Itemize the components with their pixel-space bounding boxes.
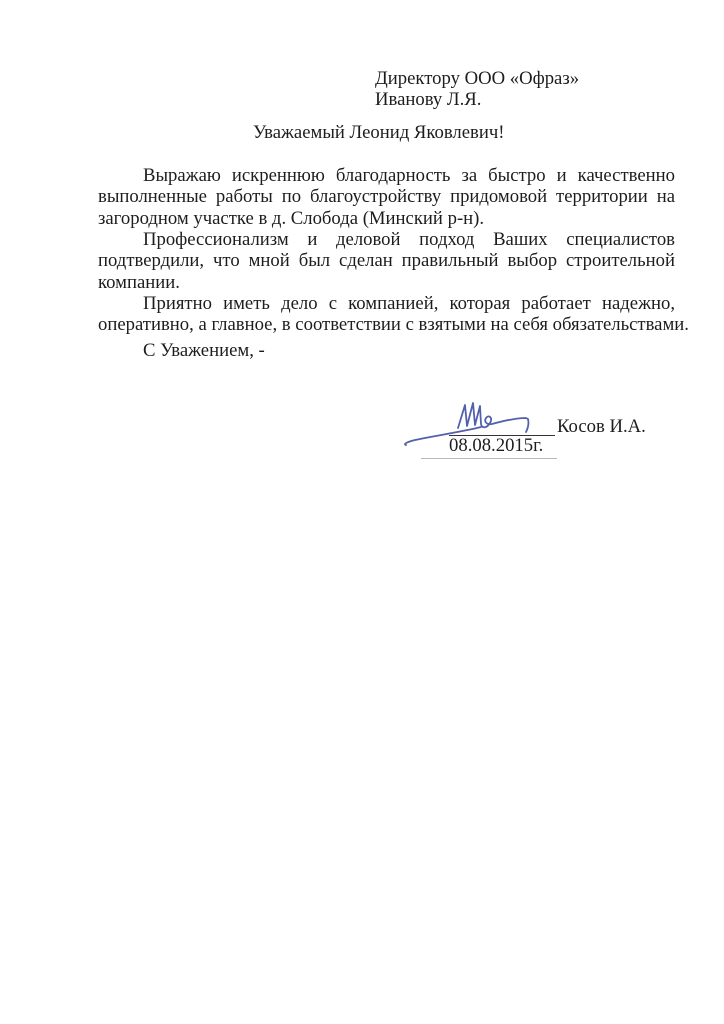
paragraph-2 (98, 229, 675, 293)
paragraph-1 (98, 165, 675, 229)
recipient-name: Иванову Л.Я. (375, 89, 482, 111)
body-line: выполненные работы по благоустройству придомовой территории на (98, 186, 675, 208)
recipient-block (375, 68, 579, 111)
signature-date: 08.08.2015г. (449, 435, 544, 456)
body-line: подтвердили, что мной был сделан правильный выбор строительной (98, 250, 675, 272)
body-line: загородном участке в д. Слобода (Минский р-н). (98, 207, 485, 229)
date-underline (421, 458, 557, 459)
signature-line (449, 422, 555, 436)
paragraph-3 (98, 293, 689, 336)
signatory-name: Косов И.А. (557, 416, 646, 437)
body-line: Профессионализм и деловой подход Ваших специалистов (143, 229, 675, 251)
body-line: компании. (98, 271, 180, 293)
letter-body (98, 165, 689, 336)
closing-salutation: С Уважением, - (143, 340, 265, 361)
greeting: Уважаемый Леонид Яковлевич! (253, 122, 505, 143)
body-line: Выражаю искреннюю благодарность за быстро и качественно (143, 165, 675, 186)
body-line: Приятно иметь дело с компанией, которая работает надежно, (143, 293, 675, 315)
recipient-title: Директору ООО «Офраз» (375, 68, 580, 89)
body-line: оперативно, а главное, в соответствии с взятыми на себя обязательствами. (98, 314, 689, 336)
